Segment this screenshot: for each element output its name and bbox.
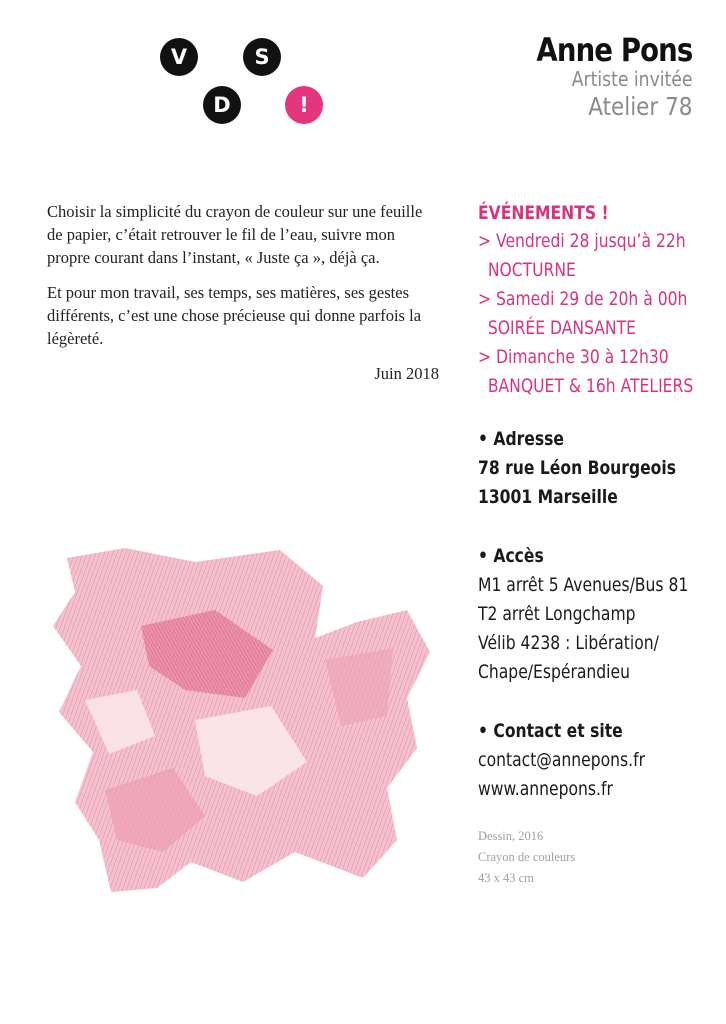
artist-role: Artiste invitée (571, 67, 692, 91)
contact-heading: • Contact et site (478, 720, 623, 742)
header-block (511, 32, 692, 122)
access-line: T2 arrêt Longchamp (478, 603, 636, 625)
logo-dot-d: D (203, 86, 241, 124)
event-date: > Vendredi 28 jusqu’à 22h (478, 230, 686, 252)
address-street: 78 rue Léon Bourgeois (478, 457, 676, 479)
event-date: > Dimanche 30 à 12h30 (478, 346, 669, 368)
logo-dot-v: V (160, 38, 198, 76)
caption-title: Dessin, 2016 (478, 829, 544, 843)
caption-medium: Crayon de couleurs (478, 850, 576, 864)
event-label: BANQUET & 16h ATELIERS (487, 375, 694, 397)
address-block (478, 425, 675, 512)
logo-dot-s: S (243, 38, 281, 76)
caption-size: 43 x 43 cm (478, 871, 534, 885)
contact-block (478, 717, 675, 804)
quote-date: Juin 2018 (374, 364, 439, 383)
access-line: Chape/Espérandieu (478, 661, 630, 683)
contact-website[interactable]: www.annepons.fr (478, 778, 613, 800)
artist-name: Anne Pons (535, 31, 692, 69)
event-label: SOIRÉE DANSANTE (487, 317, 636, 339)
access-block (478, 542, 689, 687)
address-heading: • Adresse (478, 428, 564, 450)
event-label: NOCTURNE (487, 259, 576, 281)
contact-email[interactable]: contact@annepons.fr (478, 749, 646, 771)
access-line: M1 arrêt 5 Avenues/Bus 81 (478, 574, 689, 596)
event-item (478, 227, 686, 285)
artist-quote (47, 200, 439, 385)
event-item (478, 285, 688, 343)
vsd-logo (160, 38, 330, 128)
events-title: ÉVÉNEMENTS ! (478, 202, 609, 224)
access-line: Vélib 4238 : Libération/ (478, 632, 659, 654)
logo-dot-exclamation: ! (285, 86, 323, 124)
venue-name: Atelier 78 (587, 92, 692, 121)
info-column (478, 199, 718, 889)
quote-paragraph-1: Choisir la simplicité du crayon de couleur sur une feuille de papier, c’était retrouver le fil de l’eau, suivre mon propre courant dans l’instant, « Juste ça », déjà ça. (47, 202, 423, 267)
event-item (478, 343, 694, 401)
artwork-caption (478, 826, 718, 889)
access-heading: • Accès (478, 545, 544, 567)
event-date: > Samedi 29 de 20h à 00h (478, 288, 688, 310)
address-city: 13001 Marseille (478, 486, 618, 508)
quote-paragraph-2: Et pour mon travail, ses temps, ses matières, ses gestes différents, c’est une chose précieuse qui donne parfois la légèreté. (47, 283, 422, 348)
artwork-drawing (45, 540, 435, 920)
